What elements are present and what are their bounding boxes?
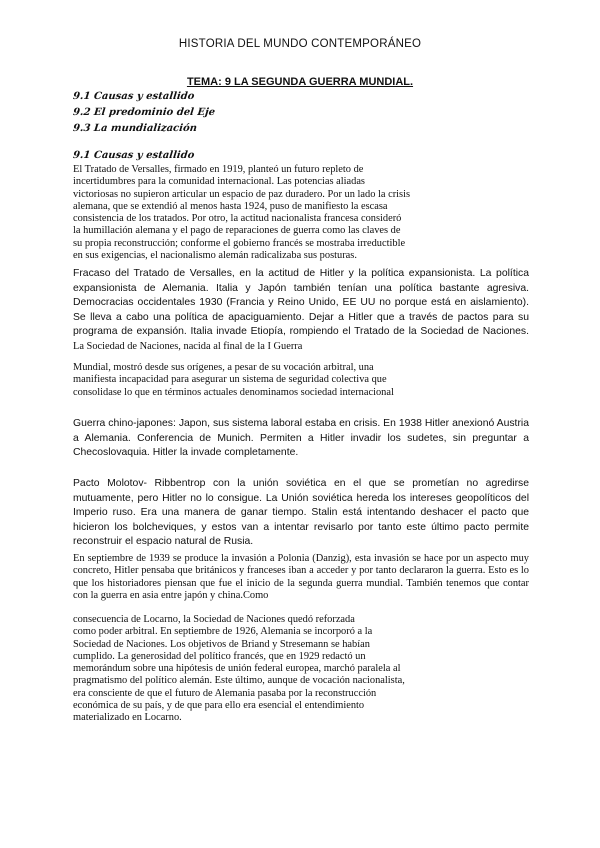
text-line: Sociedad de Naciones. Los objetivos de Briand y Stresemann se habían (73, 638, 370, 650)
quote-block-sociedad (73, 362, 394, 399)
toc-item: 9.3 La mundialización (72, 123, 198, 134)
text-line: como poder arbitral. En septiembre de 1926, Alemania se incorporó a la (73, 626, 373, 638)
paragraph-molotov: Pacto Molotov- Ribbentrop con la unión soviética en el que se prometían no agredirse mutuamente, pero Hitler no lo consigue. La Unión soviética hereda los intereses geopolíticos del Imperio ruso. Era una manera de ganar tiempo. Stalin está intentando deshacer el pacto que hicieron los bolcheviques, y estos van a intentar revisarlo por tanto este último pacto permite reconstruir el espacio natural de Rusia. (73, 478, 529, 547)
text-line: consolidase lo que en términos actuales denominamos sociedad internacional (73, 386, 394, 398)
text-line: El Tratado de Versalles, firmado en 1919, planteó un futuro repleto de (73, 164, 364, 175)
paragraph-quote-start: La Sociedad de Naciones, nacida al final de la I Guerra (73, 340, 303, 352)
text-line: la humillación alemana y el pago de reparaciones de guerra como las claves de (73, 225, 401, 237)
text-line: consistencia de los tratados. Por otro, la actitud nacionalista francesa consideró (73, 213, 402, 224)
section-heading: 9.1 Causas y estallido (72, 150, 195, 161)
quote-block-locarno (73, 614, 405, 724)
text-line: Mundial, mostró desde sus orígenes, a pesar de su vocación arbitral, una (73, 362, 374, 373)
toc-item: 9.1 Causas y estallido (72, 91, 195, 102)
lesson-title: TEMA: 9 LA SEGUNDA GUERRA MUNDIAL. (186, 76, 414, 88)
text-line: victoriosas no supieron articular un espacio de paz duradero. Por un lado la crisis (73, 188, 411, 200)
text-line: económica de su país, y de que para ello era esencial el entendimiento (73, 699, 365, 711)
text-line: alemana, que se extendió al menos hasta 1924, puso de manifiesto la escasa (73, 200, 388, 212)
paragraph-polonia (73, 553, 529, 602)
paragraph-text: En septiembre de 1939 se produce la invasión a Polonia (Danzig), esta invasión se hace por un aspecto muy concreto, Hitler pensaba que británicos y franceses iban a acceder y por tanto declararon la guerra. Esto es lo que los historiadores piensan que fue el inicio de la segunda guerra mundial. También tenemos que contar con la guerra en asia entre japón y china. (73, 553, 529, 601)
text-line: era consciente de que el futuro de Alemania pasaba por la reconstrucción (73, 687, 377, 699)
table-of-contents (73, 89, 215, 137)
quote-block-versalles (73, 164, 410, 262)
paragraph-versalles (73, 267, 529, 354)
text-line: memorándum sobre una hipótesis de unión federal europea, marchó paralela al (73, 663, 401, 674)
text-line: incertidumbres para la comunidad internacional. Las potencias aliadas (73, 176, 365, 188)
text-line: materializado en Locarno. (73, 712, 182, 723)
document-header: HISTORIA DEL MUNDO CONTEMPORÁNEO (178, 38, 422, 50)
text-line: consecuencia de Locarno, la Sociedad de Naciones quedó reforzada (73, 614, 355, 625)
toc-item: 9.2 El predominio del Eje (72, 107, 216, 118)
text-line: cumplido. La generosidad del político francés, que en 1929 redactó un (73, 650, 366, 662)
text-line: pragmatismo del político alemán. Este último, aunque de vocación nacionalista, (73, 675, 405, 687)
text-line: en sus exigencias, el nacionalismo alemán radicalizaba sus posturas. (73, 249, 357, 261)
paragraph-chino-japones: Guerra chino-japones: Japon, sus sistema laboral estaba en crisis. En 1938 Hitler anexionó Austria a Alemania. Conferencia de Munich. Permiten a Hitler invadir los sudetes, sin preguntar a Checoslovaquia. Hitler la invade completamente. (73, 418, 529, 458)
text-line: manifiesta incapacidad para asegurar un sistema de seguridad colectiva que (73, 374, 387, 386)
paragraph-text: Fracaso del Tratado de Versalles, en la actitud de Hitler y la política expansionista. La política expansionista de Alemania. Italia y Japón también tenían una política bastante agresiva. Democracias occidentales 1930 (Francia y Reino Unido, EE UU no porque está en aislamiento). Se lleva a cabo una política de apaciguamiento. Dejar a Hitler que a través de pactos para su programa de expansión. Italia invade Etiopía, rompiendo el Tratado de la Sociedad de Naciones. (73, 268, 529, 337)
text-line: su propia reconstrucción; conforme el gobierno francés se mostraba irreductible (73, 237, 406, 249)
paragraph-tail: Como (242, 589, 269, 601)
